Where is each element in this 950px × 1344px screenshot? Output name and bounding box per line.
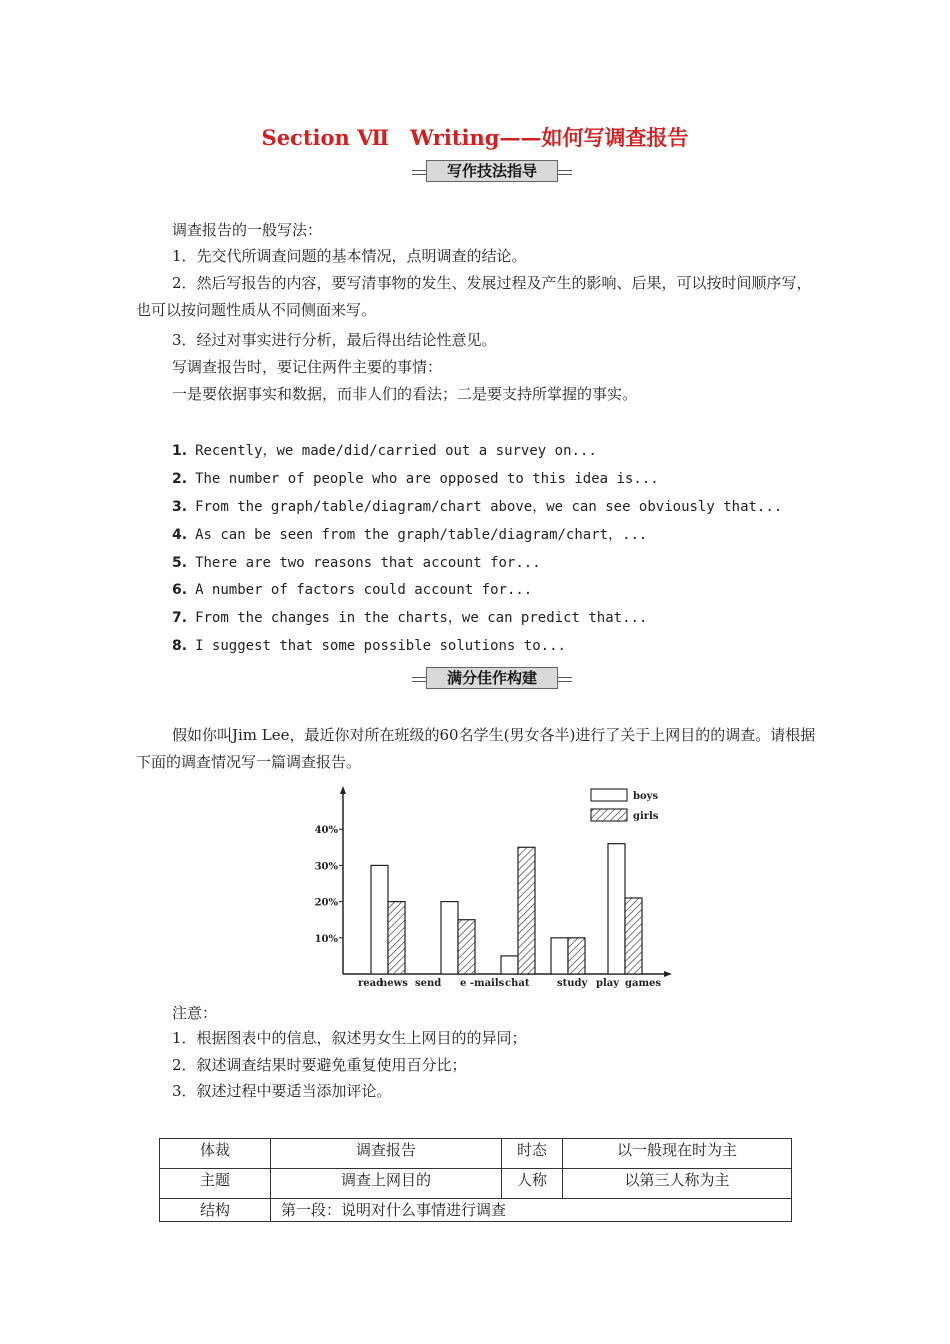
step-2: 2．然后写报告的内容，要写清事物的发生、发展过程及产生的影响、后果，可以按时间顺序写，也可以按问题性质从不同侧面来写。 <box>136 274 812 319</box>
x-tick-label: study <box>557 978 588 989</box>
x-tick-label: read <box>358 978 384 989</box>
table-cell: 人称 <box>502 1169 563 1199</box>
bar-girls <box>518 847 535 974</box>
phrase-item: 6. A number of factors could account for... <box>172 582 533 598</box>
phrase-item: 1. Recently，we made/did/carried out a survey on... <box>172 443 597 459</box>
bar-boys <box>501 956 518 974</box>
phrase-item: 2. The number of people who are opposed to this idea is... <box>172 471 659 487</box>
note-2: 2．叙述调查结果时要避免重复使用百分比； <box>172 1056 467 1074</box>
table-cell: 调查报告 <box>271 1139 502 1169</box>
remember-detail: 一是要依据事实和数据，而非人们的看法；二是要支持所掌握的事实。 <box>172 385 638 403</box>
banner-label: 写作技法指导 <box>426 160 558 182</box>
bar-boys <box>371 865 388 974</box>
x-tick-label: games <box>625 978 662 989</box>
section-banner-writing-tips <box>412 160 572 182</box>
page-title: Section Ⅶ Writing——如何写调查报告 <box>261 125 689 150</box>
bar-boys <box>551 938 568 974</box>
phrase-item: 8. I suggest that some possible solutions to... <box>172 638 566 654</box>
legend-swatch-boys <box>591 789 627 801</box>
task-text: 假如你叫Jim Lee，最近你对所在班级的60名学生(男女各半)进行了关于上网目的的调查。请根据下面的调查情况写一篇调查报告。 <box>136 726 816 771</box>
table-cell: 调查上网目的 <box>271 1169 502 1199</box>
phrase-item: 3. From the graph/table/diagram/chart above，we can see obviously that... <box>172 499 783 515</box>
legend-label-boys: boys <box>633 791 659 802</box>
table-cell: 以一般现在时为主 <box>563 1139 792 1169</box>
bar-girls <box>388 902 405 974</box>
notes-title: 注意： <box>172 1004 218 1022</box>
phrase-item: 7. From the changes in the charts，we can predict that... <box>172 610 648 626</box>
x-tick-label: send <box>415 978 442 989</box>
phrase-item: 5. There are two reasons that account for... <box>172 555 541 571</box>
x-tick-label: play <box>596 978 620 989</box>
bar-boys <box>441 902 458 974</box>
outline-table <box>159 1138 792 1222</box>
table-cell: 结构 <box>160 1199 271 1222</box>
remember-text: 写调查报告时，要记住两件主要的事情： <box>172 358 443 376</box>
table-cell: 第一段：说明对什么事情进行调查 <box>271 1199 792 1222</box>
table-cell: 以第三人称为主 <box>563 1169 792 1199</box>
banner-label: 满分佳作构建 <box>426 667 558 689</box>
table-cell: 体裁 <box>160 1139 271 1169</box>
x-tick-label: news <box>380 978 408 989</box>
note-1: 1．根据图表中的信息，叙述男女生上网目的的异同； <box>172 1029 527 1047</box>
bar-girls <box>458 920 475 974</box>
phrase-item: 4. As can be seen from the graph/table/diagram/chart，... <box>172 527 648 543</box>
legend-swatch-girls <box>591 809 627 821</box>
step-1: 1．先交代所调查问题的基本情况，点明调查的结论。 <box>172 247 527 265</box>
table-cell: 主题 <box>160 1169 271 1199</box>
survey-bar-chart <box>300 784 680 994</box>
y-tick-label: 40% <box>314 825 338 837</box>
x-tick-label: e -mails <box>460 978 505 989</box>
table-row <box>160 1199 792 1222</box>
bar-girls <box>568 938 585 974</box>
table-row <box>160 1169 792 1199</box>
bar-boys <box>608 844 625 974</box>
table-row <box>160 1139 792 1169</box>
intro-text: 调查报告的一般写法： <box>172 221 323 239</box>
section-banner-model-essay <box>412 667 572 689</box>
y-tick-label: 30% <box>314 861 338 873</box>
table-cell: 时态 <box>502 1139 563 1169</box>
y-axis-arrow <box>340 786 346 794</box>
legend-label-girls: girls <box>633 811 659 822</box>
y-tick-label: 10% <box>314 933 338 945</box>
x-axis-arrow <box>664 971 672 977</box>
x-tick-label: chat <box>505 978 530 989</box>
bar-girls <box>625 898 642 974</box>
step-3: 3．经过对事实进行分析，最后得出结论性意见。 <box>172 331 497 349</box>
y-tick-label: 20% <box>314 897 338 909</box>
note-3: 3．叙述过程中要适当添加评论。 <box>172 1082 392 1100</box>
